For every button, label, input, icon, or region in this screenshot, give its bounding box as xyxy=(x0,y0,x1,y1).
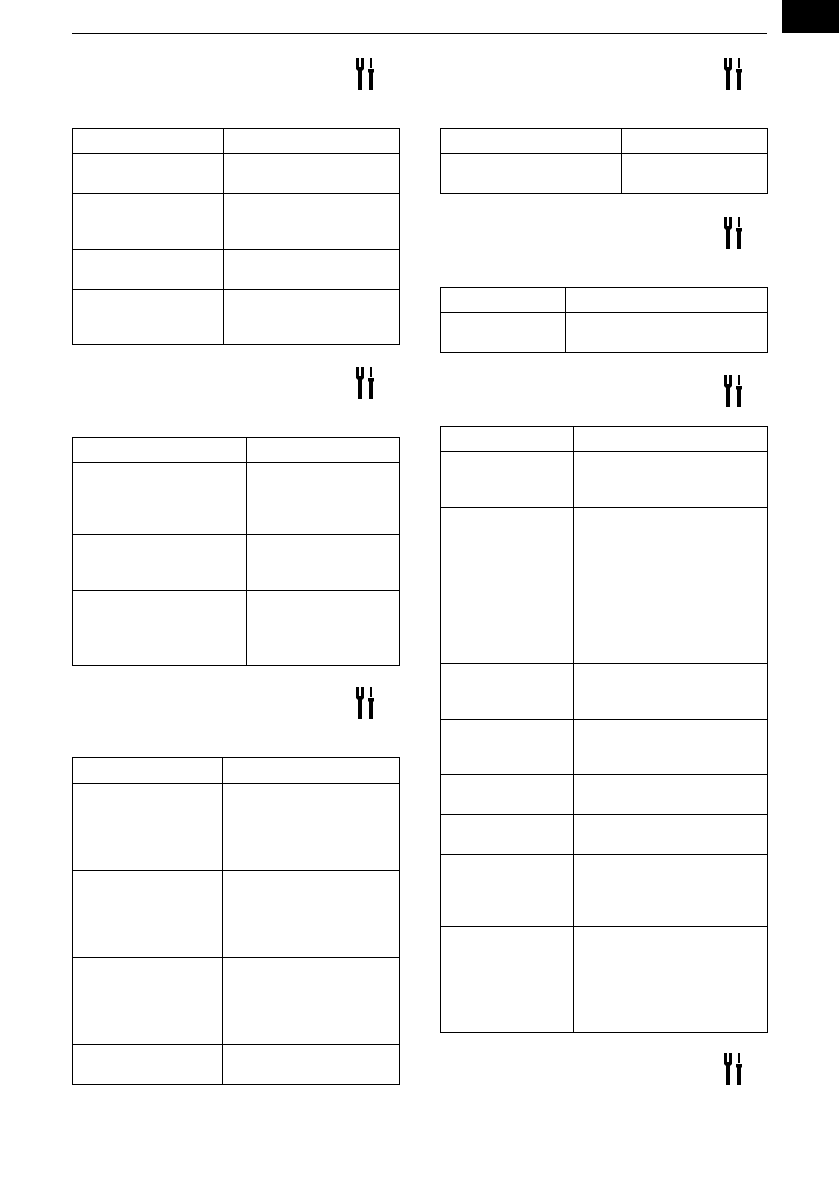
table-row xyxy=(73,534,399,590)
table-cell xyxy=(441,927,574,1032)
table-cell xyxy=(441,720,574,774)
table-cell xyxy=(574,664,767,719)
table-cell xyxy=(574,855,767,926)
table-row xyxy=(73,462,399,534)
tools-icon xyxy=(723,1052,745,1086)
table-row xyxy=(441,663,767,719)
table-cell xyxy=(441,775,574,814)
table-cell xyxy=(223,758,399,783)
table-row xyxy=(73,193,399,249)
table-cell xyxy=(441,313,566,352)
table-row xyxy=(73,783,399,870)
table-cell xyxy=(247,463,399,534)
table-cell xyxy=(574,775,767,814)
table-cell xyxy=(73,784,223,870)
table-row xyxy=(73,153,399,193)
table-cell xyxy=(622,129,767,153)
table-row xyxy=(441,153,767,193)
table-row xyxy=(441,814,767,854)
table-cell xyxy=(574,427,767,451)
table-cell xyxy=(73,463,247,534)
table-cell xyxy=(73,194,224,249)
table-header-row xyxy=(73,438,399,462)
tools-icon xyxy=(723,216,745,250)
table-cell xyxy=(574,508,767,663)
header-rule xyxy=(72,33,767,34)
table-row xyxy=(441,312,767,352)
table-row xyxy=(441,926,767,1032)
table-1 xyxy=(72,128,400,345)
table-row xyxy=(73,289,399,344)
table-cell xyxy=(441,664,574,719)
table-cell xyxy=(224,129,399,153)
table-row xyxy=(73,590,399,665)
table-row xyxy=(73,249,399,289)
table-header-row xyxy=(441,288,767,312)
table-cell xyxy=(73,758,223,783)
table-2 xyxy=(72,437,400,666)
table-cell xyxy=(73,1045,223,1084)
table-cell xyxy=(223,871,399,957)
table-row xyxy=(441,854,767,926)
table-cell xyxy=(224,154,399,193)
table-cell xyxy=(566,313,767,352)
table-header-row xyxy=(441,427,767,451)
table-cell xyxy=(441,129,622,153)
table-cell xyxy=(73,154,224,193)
table-cell xyxy=(441,427,574,451)
table-header-row xyxy=(73,129,399,153)
table-cell xyxy=(247,438,399,462)
page-edge-tab xyxy=(782,0,839,33)
table-cell xyxy=(441,508,574,663)
tools-icon xyxy=(723,57,745,91)
table-cell xyxy=(73,290,224,344)
table-cell xyxy=(224,194,399,249)
table-cell xyxy=(247,591,399,665)
table-cell xyxy=(441,452,574,507)
table-cell xyxy=(223,958,399,1044)
table-cell xyxy=(224,290,399,344)
table-cell xyxy=(73,871,223,957)
table-cell xyxy=(441,154,622,193)
table-cell xyxy=(441,815,574,854)
table-row xyxy=(73,870,399,957)
table-cell xyxy=(223,1045,399,1084)
table-row xyxy=(441,507,767,663)
table-6 xyxy=(440,426,768,1033)
table-row xyxy=(73,1044,399,1084)
table-row xyxy=(441,451,767,507)
table-cell xyxy=(224,250,399,289)
tools-icon xyxy=(355,366,377,400)
table-cell xyxy=(574,720,767,774)
table-cell xyxy=(574,815,767,854)
table-cell xyxy=(441,288,566,312)
table-cell xyxy=(247,535,399,590)
table-header-row xyxy=(441,129,767,153)
table-cell xyxy=(566,288,767,312)
table-cell xyxy=(622,154,767,193)
table-cell xyxy=(73,250,224,289)
table-row xyxy=(73,957,399,1044)
table-cell xyxy=(73,535,247,590)
tools-icon xyxy=(723,374,745,408)
table-4 xyxy=(440,128,768,194)
table-cell xyxy=(73,129,224,153)
table-cell xyxy=(574,927,767,1032)
table-cell xyxy=(441,855,574,926)
table-cell xyxy=(574,452,767,507)
table-header-row xyxy=(73,758,399,783)
tools-icon xyxy=(355,57,377,91)
table-cell xyxy=(73,591,247,665)
table-cell xyxy=(223,784,399,870)
table-cell xyxy=(73,958,223,1044)
table-3 xyxy=(72,757,400,1085)
tools-icon xyxy=(355,686,377,720)
table-cell xyxy=(73,438,247,462)
table-row xyxy=(441,774,767,814)
table-row xyxy=(441,719,767,774)
table-5 xyxy=(440,287,768,353)
